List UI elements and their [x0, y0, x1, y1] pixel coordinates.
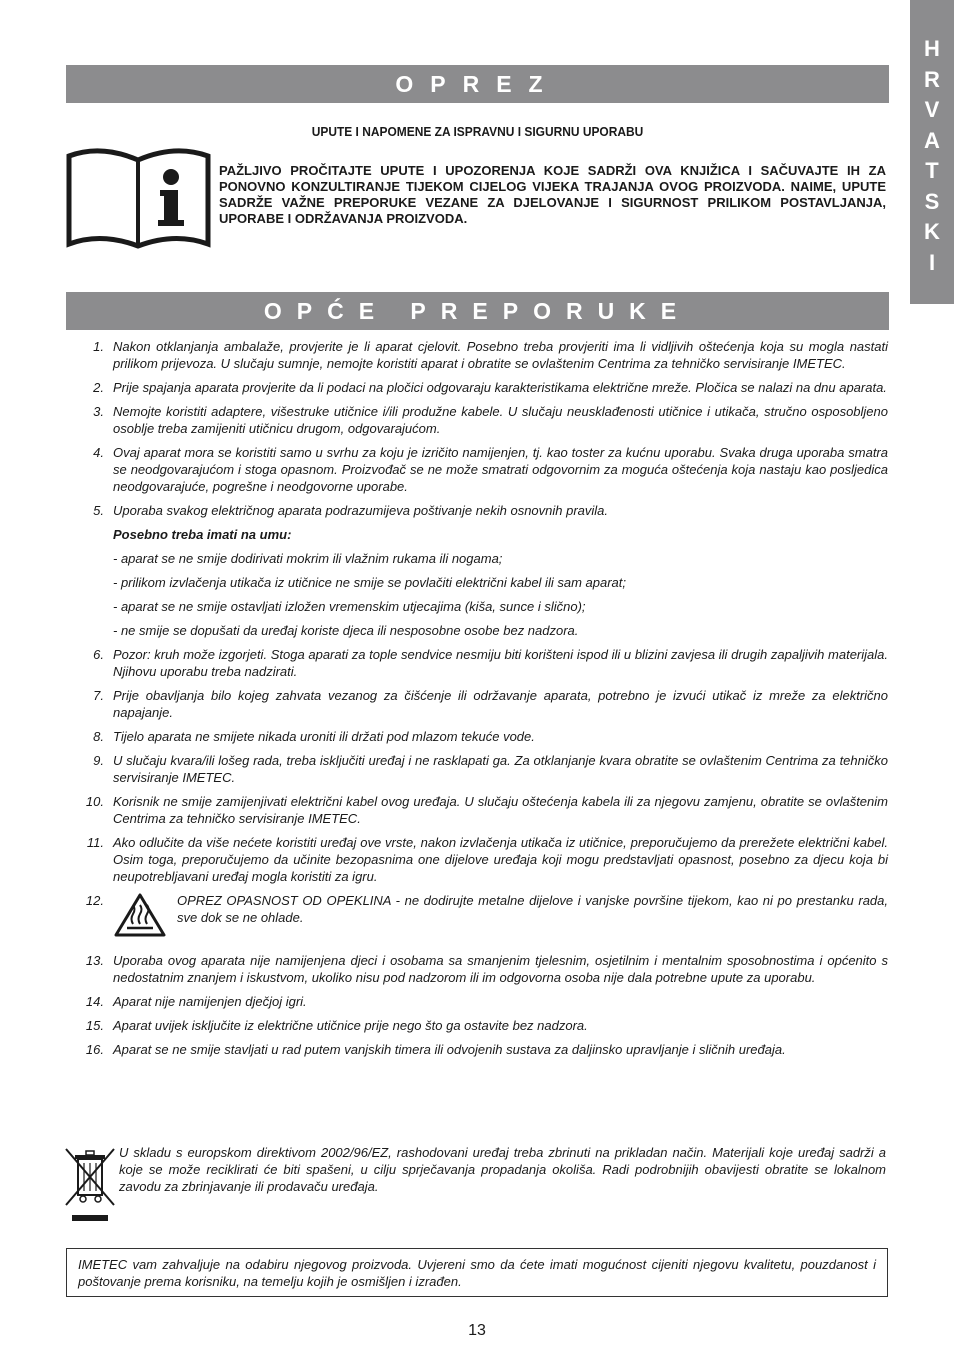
language-tab-letter: I	[928, 249, 936, 275]
list-item: U slučaju kvara/ili lošeg rada, treba isključiti uređaj i ne rasklapati ga. Za otklanjanje kvara obratite se ovlaštenim Centrima za tehničko servisiranje IMETEC.	[113, 753, 888, 785]
language-tab-letter: A	[924, 127, 940, 153]
language-tab-letter: T	[925, 158, 939, 183]
language-tab-letter: R	[924, 66, 940, 92]
list-item: Aparat nije namijenjen dječjoj igri.	[113, 994, 307, 1009]
list-item: Uporaba svakog električnog aparata podrazumijeva poštivanje nekih osnovnih pravila.	[113, 503, 609, 518]
item-number: 8.	[93, 729, 104, 744]
item-number: 14.	[85, 994, 104, 1009]
item-number: 10.	[85, 794, 104, 809]
info-book-icon	[66, 146, 211, 250]
rule-item: - prilikom izvlačenja utikača iz utičnice ne smije se povlačiti električni kabel ili sam aparat;	[113, 575, 626, 590]
subtitle: UPUTE I NAPOMENE ZA ISPRAVNU I SIGURNU UPORABU	[311, 124, 644, 139]
section-header-oprez	[66, 65, 889, 103]
list-item: Uporaba ovog aparata nije namijenjena djeci i osobama sa smanjenim tjelesnim, osjetilnim i mentalnim sposobnostima i općenito s nedostatnim znanjem i iskustvom, ukoliko nisu pod nadzorom ili im odgovorna osoba nije dala potrebne upute za uporabu.	[113, 953, 888, 985]
item-number: 11.	[86, 835, 104, 850]
list-item: Tijelo aparata ne smijete nikada uroniti ili držati pod mlazom tekuće vode.	[113, 729, 535, 744]
item-number: 12.	[85, 893, 104, 908]
item-number: 9.	[93, 753, 104, 768]
list-item: OPREZ OPASNOST OD OPEKLINA - ne dodirujte metalne dijelove i vanjske površine tijekom, kao ni po prestanku rada, sve dok se ne ohlade.	[177, 893, 888, 925]
item-number: 6.	[93, 647, 104, 662]
item-number: 7.	[93, 688, 104, 703]
item-number: 15.	[85, 1018, 104, 1033]
list-item: Pozor: kruh može izgorjeti. Stoga aparati za tople sendvice nesmiju biti korišteni ispod ili u blizini zavjesa ili drugih zapaljivih materijala. Njihovu uporabu treba nadzirati.	[113, 647, 888, 679]
weee-disposal-text: U skladu s europskom direktivom 2002/96/EZ, rashodovani uređaj treba zbrinuti na prikladan način. Materijali koje uređaj sadrži a koje se može reciklirati će biti spašeni, u cilju sprječavanja propadanja okoliša. Radi podrobnijih obavijesti obratite se lokalnom zavodu za zbrinjavanje ili prodavaču uređaja.	[119, 1145, 886, 1194]
item-number: 13.	[85, 953, 104, 968]
rules-heading: Posebno treba imati na umu:	[113, 527, 292, 542]
thanks-box: IMETEC vam zahvaljuje na odabiru njegovog proizvoda. Uvjereni smo da ćete imati mogućnost cijeniti njegovu kvalitetu, pouzdanost i poštovanje prema korisniku, na temelju kojih je osmišljen i izrađen.	[66, 1248, 888, 1297]
language-tab-letter: K	[924, 219, 940, 244]
list-item: Nemojte koristiti adaptere, višestruke utičnice i/ili produžne kabele. U slučaju neusklađenosti utičnice i utikača, stručno osposobljeno osoblje treba zamijeniti utičnicu drugom, odgovarajućom.	[113, 404, 888, 436]
section-title: OPĆE PREPORUKE	[263, 297, 692, 324]
caution-text: PAŽLJIVO PROČITAJTE UPUTE I UPOZORENJA KOJE SADRŽI OVA KNJIŽICA I SAČUVAJTE IH ZA PONOVNO KONZULTIRANJE TIJEKOM CIJELOG VIJEKA TRAJANJA OVOG PROIZVODA. NAIME, UPUTE SADRŽE VAŽNE PREPORUKE VEZANE ZA DJELOVANJE I SIGURNOST PRILIKOM POSTAVLJANJA, UPORABE I ODRŽAVANJA PROIZVODA.	[219, 163, 886, 226]
list-item: Prije obavljanja bilo kojeg zahvata vezanog za čišćenje ili održavanje aparata, potrebno je izvući utikač iz mreže za električno napajanje.	[113, 688, 888, 720]
recommendations-list	[66, 338, 888, 1065]
list-item: Korisnik ne smije zamijenjivati električni kabel ovog uređaja. U slučaju oštećenja kabela ili za njegovu zamjenu, obratite se ovlaštenim Centrima za tehničko servisiranje IMETEC.	[113, 794, 888, 826]
item-number: 4.	[93, 445, 104, 460]
list-item: Aparat se ne smije stavljati u rad putem vanjskih timera ili odvojenih sustava za daljinsko upravljanje i sličnih uređaja.	[113, 1042, 786, 1057]
item-number: 3.	[93, 404, 104, 419]
section-header-opce-preporuke	[66, 292, 889, 330]
language-tab-letter: V	[924, 97, 940, 122]
rule-item: - aparat se ne smije dodirivati mokrim ili vlažnim rukama ili nogama;	[113, 551, 503, 566]
language-tab-letter: S	[924, 188, 940, 214]
page-number: 13	[468, 1322, 486, 1339]
item-number: 2.	[93, 380, 104, 395]
rule-item: - aparat se ne smije ostavljati izložen vremenskim utjecajima (kiša, sunce i slično);	[113, 599, 586, 614]
item-number: 1.	[93, 339, 104, 354]
hot-surface-warning-icon	[113, 892, 167, 938]
item-number: 16.	[85, 1042, 104, 1057]
language-tab-letters	[910, 34, 954, 278]
list-item: Prije spajanja aparata provjerite da li podaci na pločici odgovaraju karakteristikama električne mreže. Pločica se nalazi na dnu aparata.	[113, 380, 887, 395]
list-item: Aparat uvijek isključite iz električne utičnice prije nego što ga ostavite bez nadzora.	[113, 1018, 588, 1033]
item-number: 5.	[93, 503, 104, 518]
list-item: Ovaj aparat mora se koristiti samo u svrhu za koju je izričito namijenjen, tj. kao toster za kućnu uporabu. Svaka druga uporaba smatra se neodgovarajućom i stoga opasnom. Proizvođač se ne može smatrati odgovornim za moguća oštećenja koja nastaju kao posljedica neodgovarajuće, pogrešne i neodgovorne uporabe.	[113, 445, 888, 494]
list-item: Ako odlučite da više nećete koristiti uređaj ove vrste, nakon izvlačenja utikača iz utičnice, preporučujemo da prerežete električni kabel. Osim toga, preporučujemo da učinite bezopasnima one dijelove uređaja koji mogu predstavljati opasnost, posebno za djecu koja bi neupotrebljavani uređaj mogla koristiti za igru.	[113, 835, 888, 884]
language-tab	[910, 0, 954, 304]
list-item: Nakon otklanjanja ambalaže, provjerite je li aparat cjelovit. Posebno treba provjeriti ima li vidljivih oštećenja koja su mogla nastati prilikom prijevoza. U slučaju sumnje, nemojte koristiti aparat i obratite se ovlaštenim Centrima za tehničko servisiranje IMETEC.	[113, 339, 888, 371]
crossed-bin-icon	[60, 1143, 120, 1225]
section-title: OPREZ	[395, 70, 560, 97]
rule-item: - ne smije se dopušati da uređaj koriste djeca ili nesposobne osobe bez nadzora.	[113, 623, 579, 638]
language-tab-letter: H	[924, 36, 940, 61]
